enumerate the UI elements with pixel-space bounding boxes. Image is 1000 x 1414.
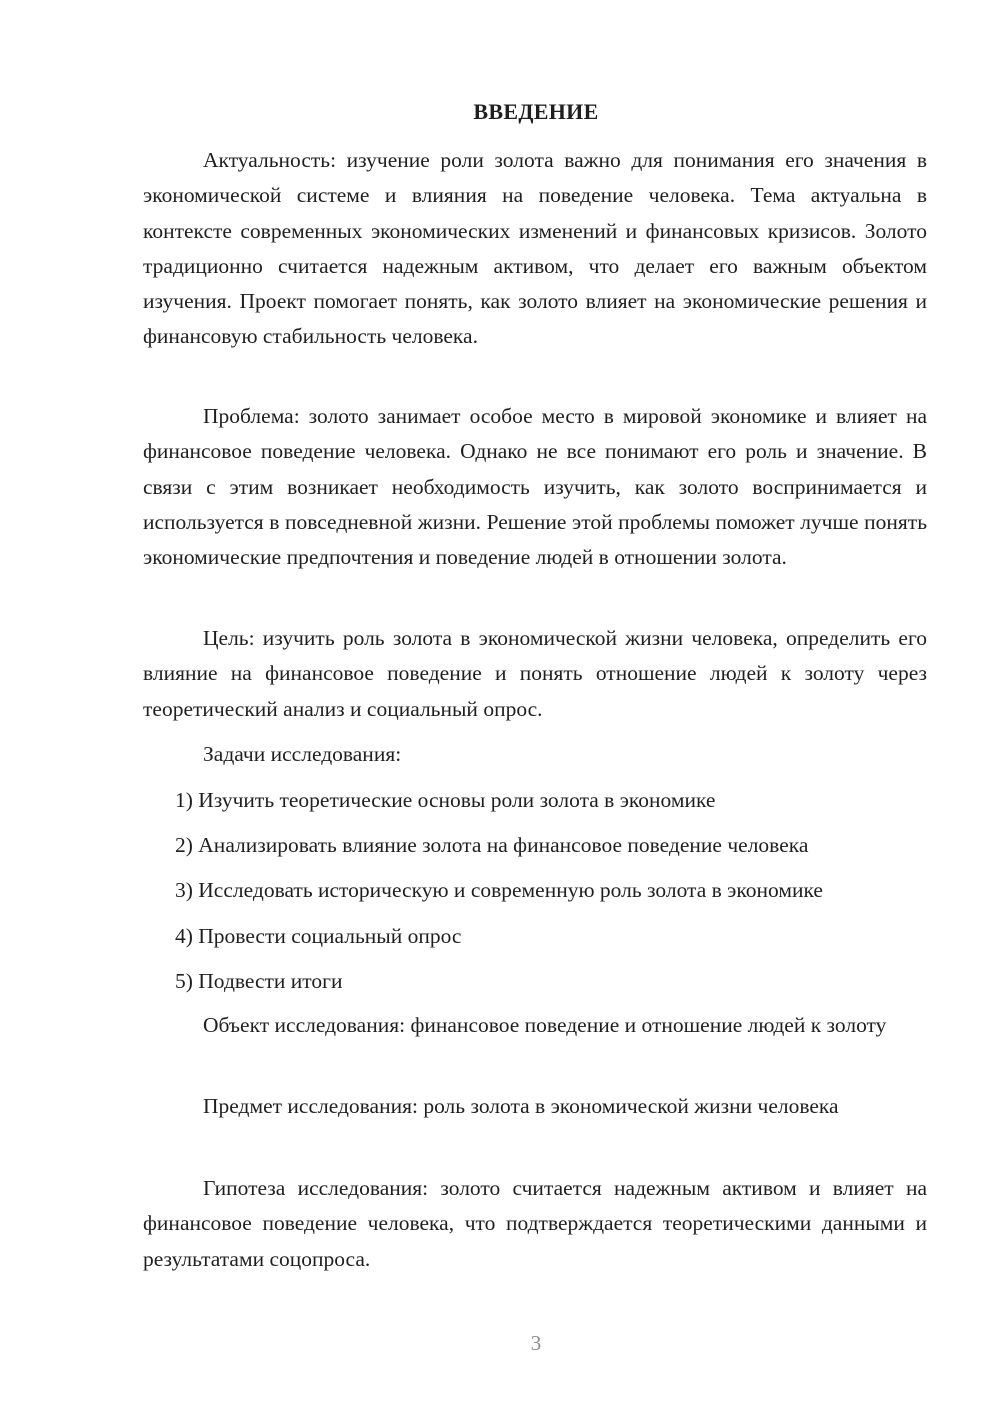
task-item-5: 5) Подвести итоги [175,969,343,993]
subject-block [143,1089,927,1124]
task-item-3: 3) Исследовать историческую и современную роль золота в экономике [175,878,823,902]
tasks-intro: Задачи исследования: [203,742,402,766]
goal-paragraph: Цель: изучить роль золота в экономической жизни человека, определить его влияние на финансовое поведение и понять отношение людей к золоту через теоретический анализ и социальный опрос. [143,626,927,721]
problem-block [143,399,927,575]
tasks-intro-block [143,737,927,772]
relevance-paragraph: Актуальность: изучение роли золота важно для понимания его значения в экономической системе и влияния на поведение человека. Тема актуальна в контексте современных экономических изменений и финансовых кризисов. Золото традиционно считается надежным активом, что делает его важным объектом изучения. Проект помогает понять, как золото влияет на экономические решения и финансовую стабильность человека. [143,148,927,349]
goal-block [143,621,927,727]
section-heading: ВВЕДЕНИЕ [473,99,599,124]
relevance-block [143,143,927,355]
task-item-1: 1) Изучить теоретические основы роли золота в экономике [175,788,716,812]
task-item-4: 4) Провести социальный опрос [175,924,462,948]
task-item-2: 2) Анализировать влияние золота на финансовое поведение человека [175,833,809,857]
problem-paragraph: Проблема: золото занимает особое место в мировой экономике и влияет на финансовое поведение человека. Однако не все понимают его роль и значение. В связи с этим возникает необходимость изучить, как золото воспринимается и используется в повседневной жизни. Решение этой проблемы поможет лучше понять экономические предпочтения и поведение людей в отношении золота. [143,404,927,570]
hypothesis-block [143,1171,927,1277]
object-paragraph: Объект исследования: финансовое поведение и отношение людей к золоту [203,1013,887,1037]
page-number: 3 [530,1331,542,1355]
subject-paragraph: Предмет исследования: роль золота в экономической жизни человека [203,1094,839,1118]
hypothesis-paragraph: Гипотеза исследования: золото считается надежным активом и влияет на финансовое поведение человека, что подтверждается теоретическими данными и результатами соцопроса. [143,1176,927,1271]
object-block [143,1008,927,1043]
